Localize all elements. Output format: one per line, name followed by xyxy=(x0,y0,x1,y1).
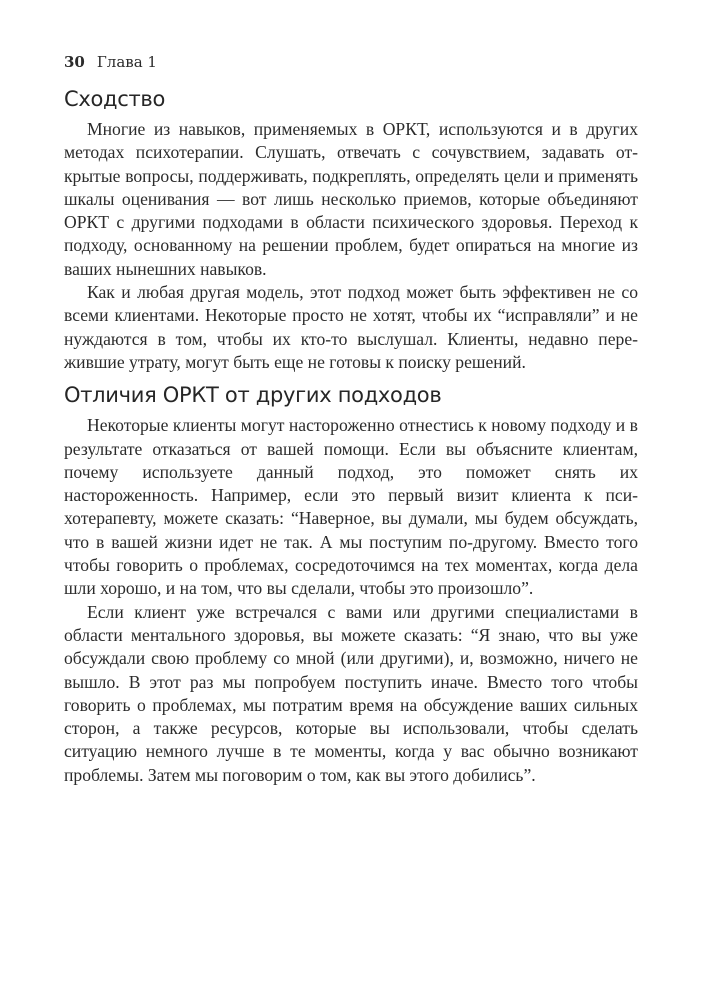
book-page xyxy=(64,52,638,787)
running-head xyxy=(64,52,638,72)
paragraph: Некоторые клиенты могут настороженно отнестись к новому подходу и в результате отказаться от вашей помощи. Если вы объясните клиентам, почему используете данный подход, это поможет снять их настороженность. Например, если это первый визит клиента к психотерапевту, можете сказать: “Наверное, вы думали, мы будем обсуждать, что в вашей жизни идет не так. А мы поступим по-другому. Вместо того чтобы говорить о проблемах, сосредоточимся на тех моментах, когда дела шли хорошо, и на том, что вы сделали, чтобы это произошло”. xyxy=(64,415,638,599)
paragraph: Многие из навыков, применяемых в ОРКТ, используются и в других методах психотерапии. Слушать, отвечать с сочувствием, задавать открытые вопросы, поддерживать, подкреплять, определять цели и применять шкалы оценивания — вот лишь несколько приемов, которые объединяют ОРКТ с другими подходами в области психического здоровья. Переход к подходу, основанному на решении проблем, будет опираться на многие из ваших нынешних навыков. xyxy=(64,119,638,279)
chapter-label: Глава 1 xyxy=(96,53,157,71)
page-number: 30 xyxy=(64,53,85,71)
section-heading: Отличия ОРКТ от других подходов xyxy=(64,383,442,408)
section-body xyxy=(64,414,638,787)
section-heading: Сходство xyxy=(64,87,166,111)
section-differences xyxy=(64,382,638,787)
section-body xyxy=(64,118,638,374)
paragraph: Как и любая другая модель, этот подход может быть эффективен не со всеми клиентами. Некоторые просто не хотят, чтобы их “исправляли” и не нуждаются в том, чтобы их кто-то выслушал. Клиенты, недавно пережившие утрату, могут быть еще не готовы к поиску решений. xyxy=(64,282,638,372)
paragraph: Если клиент уже встречался с вами или другими специалистами в области ментального здоровья, вы можете сказать: “Я знаю, что вы уже обсуждали свою проблему со мной (или другими), и, возможно, ничего не вышло. В этот раз мы попробуем поступить иначе. Вместо того чтобы говорить о проблемах, мы потратим время на обсуждение ваших сильных сторон, а также ресурсов, которые вы использовали, чтобы сделать ситуацию немного лучше в те моменты, когда у вас обычно возникают проблемы. Затем мы поговорим о том, как вы этого добились”. xyxy=(64,601,638,785)
section-similarity xyxy=(64,86,638,374)
